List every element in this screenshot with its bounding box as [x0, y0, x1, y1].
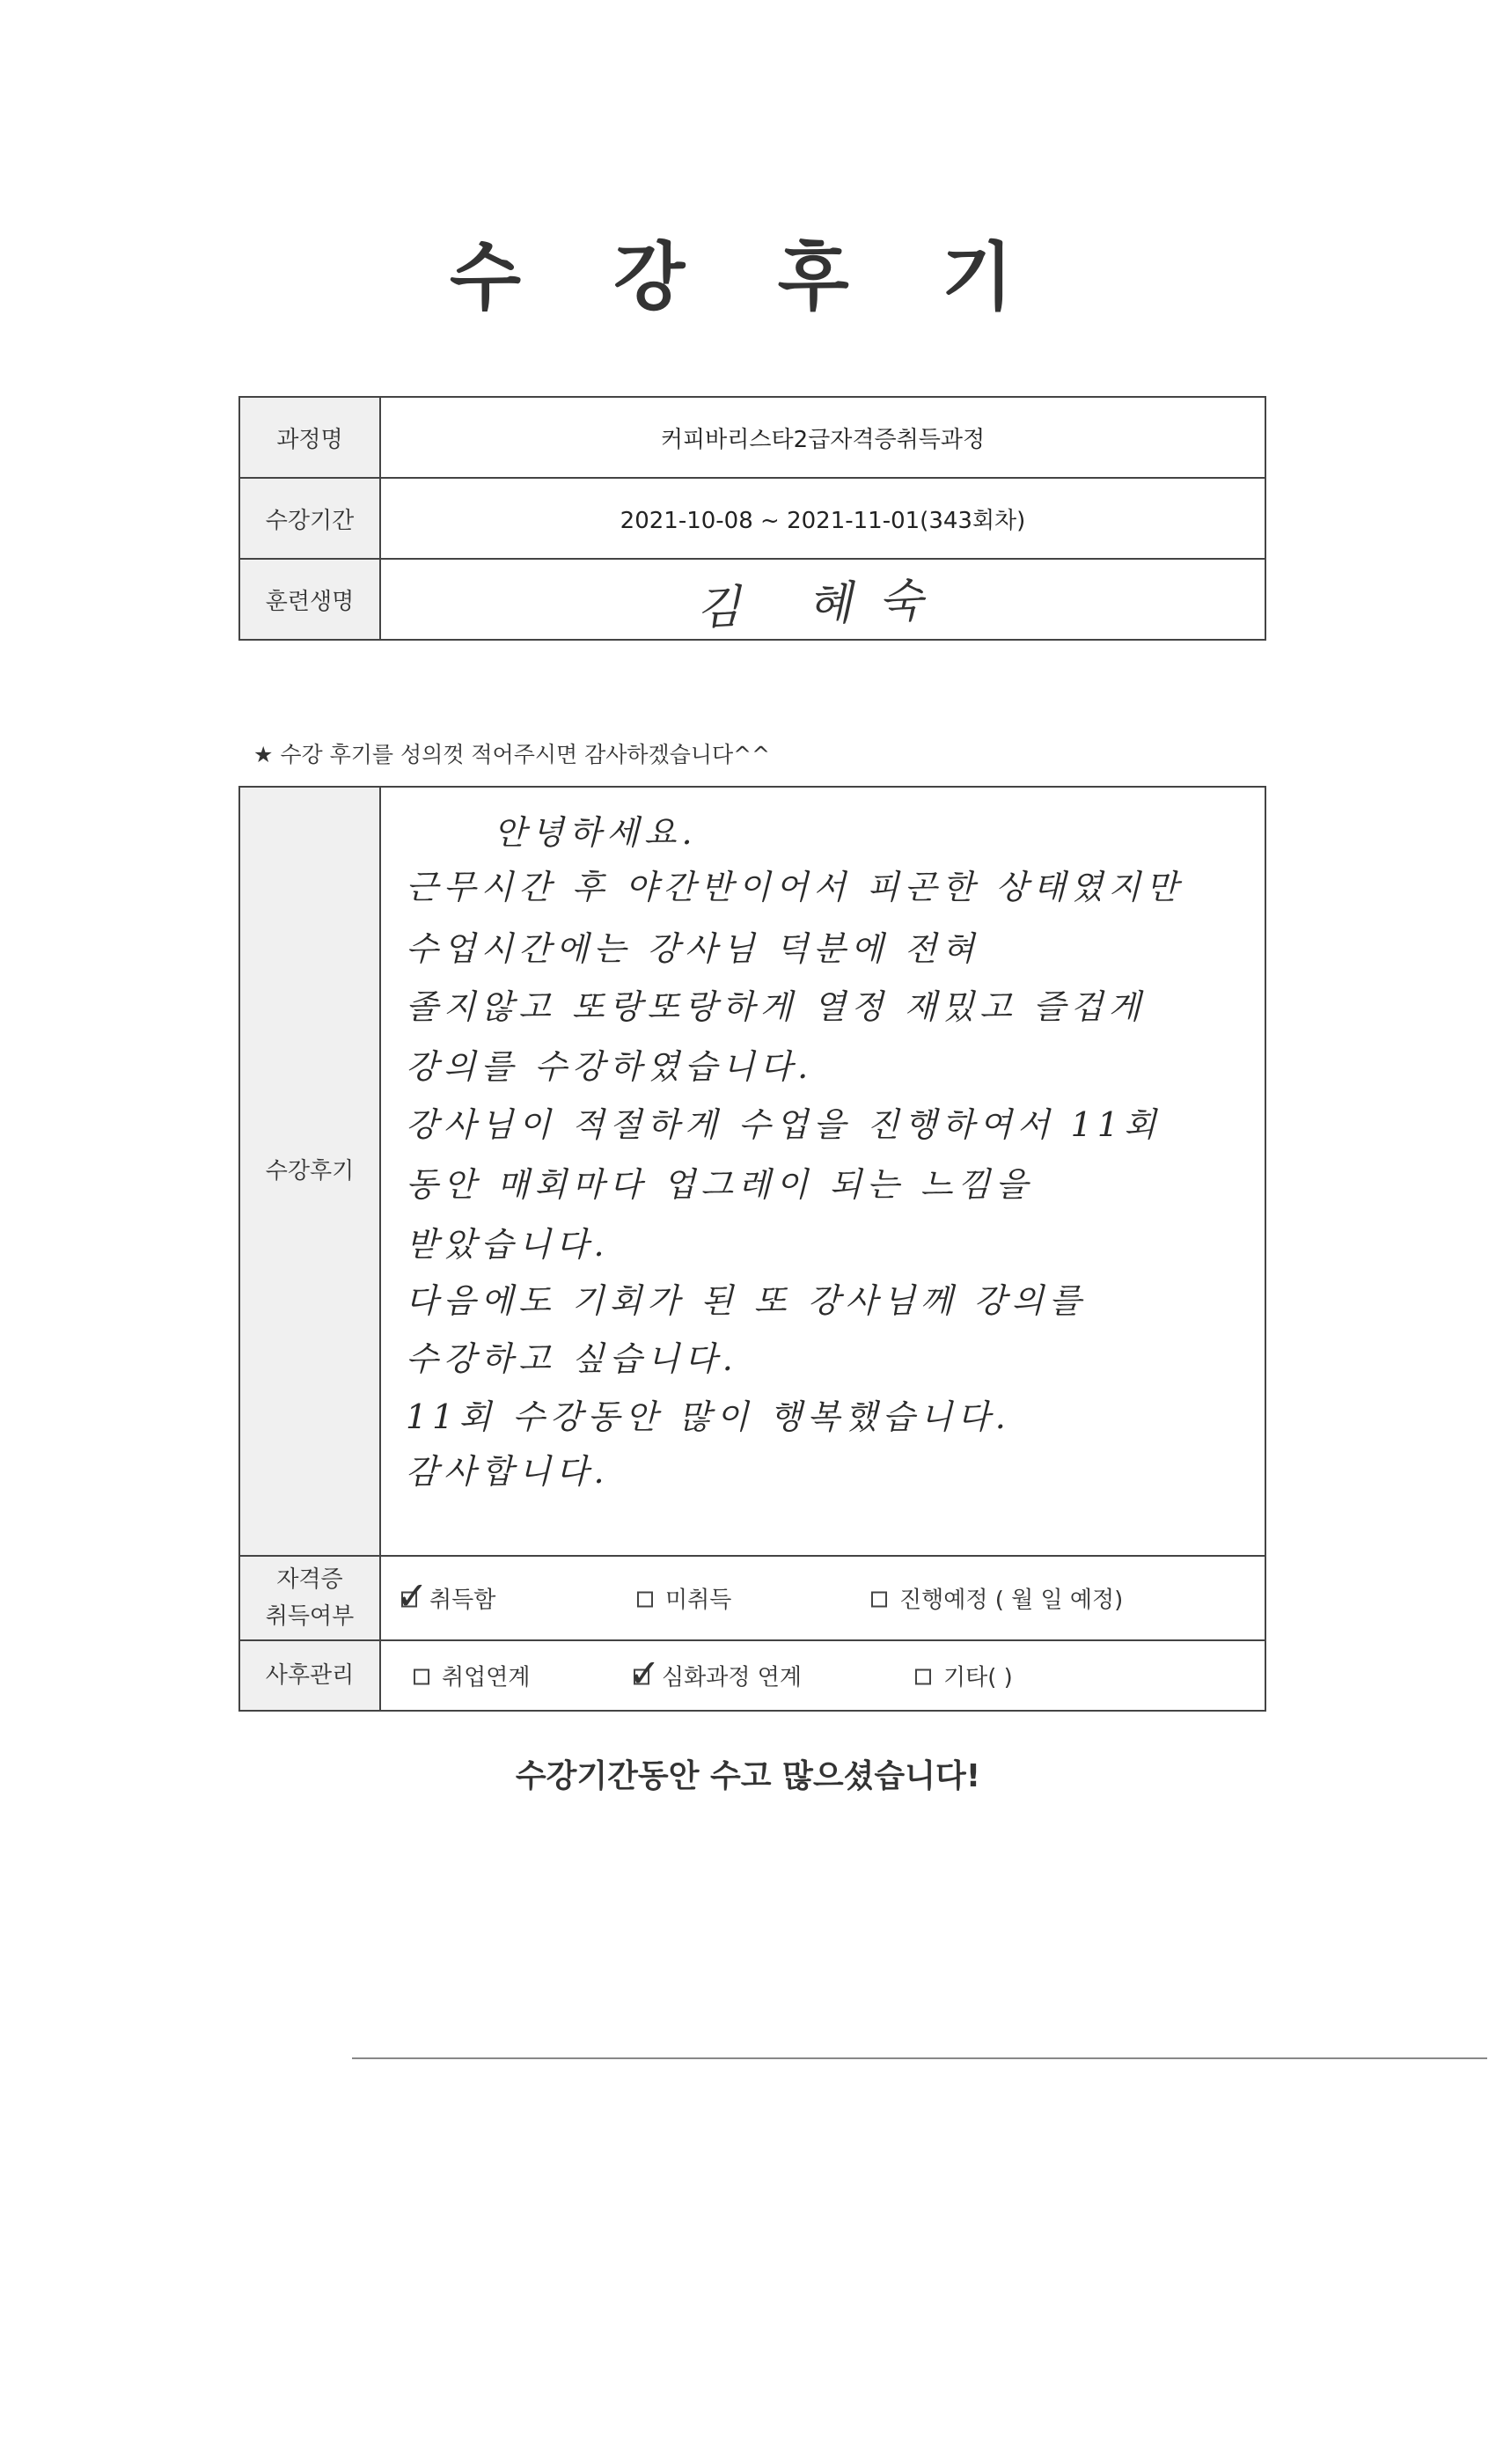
instruction-note: ★ 수강 후기를 성의껏 적어주시면 감사하겠습니다^^ [253, 742, 771, 767]
scan-edge-line [352, 2057, 1487, 2059]
review-line: 11회 수강동안 많이 행복했습니다. [406, 1397, 1011, 1436]
checkbox[interactable] [637, 1591, 653, 1607]
check-mark-icon: ✓ [396, 1573, 429, 1618]
option-acquired[interactable]: ✓ 취득함 [396, 1573, 496, 1618]
review-line: 수업시간에는 강사님 덕분에 전혀 [406, 929, 980, 968]
course-value: 커피바리스타2급자격증취득과정 [380, 397, 1265, 478]
review-line: 수강하고 싶습니다. [406, 1339, 738, 1378]
review-line: 다음에도 기회가 된 또 강사님께 강의를 [406, 1281, 1087, 1320]
certificate-label: 자격증 취득여부 [239, 1556, 380, 1640]
review-line: 감사합니다. [406, 1452, 610, 1491]
checkbox[interactable] [915, 1668, 931, 1684]
course-info-table [238, 396, 1266, 641]
option-employment[interactable]: 취업연계 [414, 1660, 530, 1692]
certificate-options [380, 1556, 1265, 1640]
page-title: 수 강 후 기 [449, 234, 1047, 320]
option-not-acquired[interactable]: 미취득 [637, 1582, 731, 1615]
review-line: 받았습니다. [406, 1225, 610, 1264]
period-value: 2021-10-08 ~ 2021-11-01(343회차) [380, 478, 1265, 559]
aftercare-label: 사후관리 [239, 1640, 380, 1711]
trainee-name-handwritten: 김 혜숙 [695, 573, 950, 635]
check-mark-icon: ✓ [628, 1651, 661, 1696]
review-content [380, 787, 1265, 1556]
review-line: 근무시간 후 야간반이어서 피곤한 상태였지만 [406, 868, 1184, 906]
review-line: 안녕하세요. [494, 813, 698, 852]
review-table [238, 786, 1266, 1712]
trainee-name-label: 훈련생명 [239, 559, 380, 640]
checkbox[interactable] [871, 1591, 887, 1607]
option-advanced-course[interactable]: ✓ 심화과정 연계 [628, 1651, 802, 1696]
checkbox[interactable] [414, 1668, 429, 1684]
checkbox-checked[interactable] [396, 1573, 429, 1618]
checkbox-checked[interactable] [628, 1651, 661, 1696]
trainee-name-cell [380, 559, 1265, 640]
review-line: 동안 매회마다 업그레이 되는 느낌을 [406, 1165, 1033, 1204]
review-line: 강의를 수강하였습니다. [406, 1047, 814, 1086]
period-label: 수강기간 [239, 478, 380, 559]
review-line: 강사님이 적절하게 수업을 진행하여서 11회 [406, 1105, 1162, 1144]
course-label: 과정명 [239, 397, 380, 478]
review-line: 졸지않고 또랑또랑하게 열정 재밌고 즐겁게 [406, 987, 1147, 1026]
option-in-progress[interactable]: 진행예정 ( 월 일 예정) [871, 1582, 1123, 1615]
review-label: 수강후기 [239, 787, 380, 1556]
closing-message: 수강기간동안 수고 많으셨습니다! [515, 1758, 981, 1794]
aftercare-options [380, 1640, 1265, 1711]
option-other[interactable]: 기타( ) [915, 1660, 1013, 1692]
